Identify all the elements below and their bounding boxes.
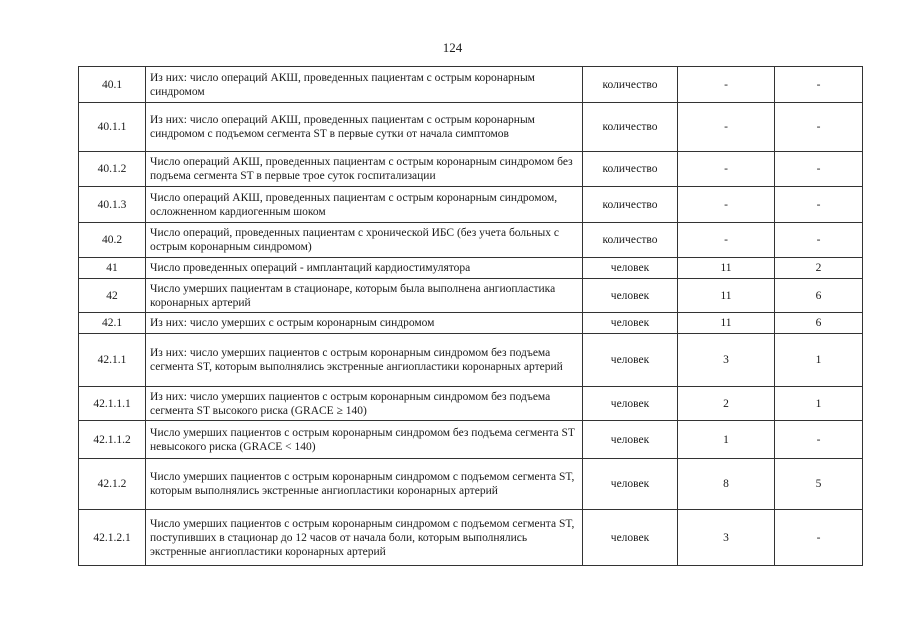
row-unit: человек (583, 334, 678, 387)
row-description: Число умерших пациентов с острым коронарным синдромом без подъема сегмента ST невысокого риска (GRACE < 140) (146, 421, 583, 459)
row-code: 42 (79, 279, 146, 313)
row-code: 42.1.1.2 (79, 421, 146, 459)
row-value-2: 1 (775, 387, 863, 421)
row-unit: человек (583, 459, 678, 510)
row-code: 42.1.2.1 (79, 510, 146, 566)
row-value-1: - (678, 103, 775, 152)
row-description: Из них: число умерших с острым коронарным синдромом (146, 313, 583, 334)
table-row (79, 279, 863, 313)
row-value-2: - (775, 510, 863, 566)
table-row (79, 103, 863, 152)
row-unit: количество (583, 152, 678, 187)
table-row (79, 67, 863, 103)
table-row (79, 387, 863, 421)
row-code: 42.1.2 (79, 459, 146, 510)
table-row (79, 459, 863, 510)
row-code: 40.1.2 (79, 152, 146, 187)
table-row (79, 510, 863, 566)
row-value-2: 6 (775, 279, 863, 313)
row-description: Число умерших пациентов с острым коронарным синдромом с подъемом сегмента ST, которым выполнялись экстренные ангиопластики коронарных артерий (146, 459, 583, 510)
row-value-1: 11 (678, 279, 775, 313)
row-value-1: 1 (678, 421, 775, 459)
row-value-1: 2 (678, 387, 775, 421)
table-row (79, 223, 863, 258)
row-unit: человек (583, 258, 678, 279)
row-value-2: 5 (775, 459, 863, 510)
row-description: Число операций АКШ, проведенных пациентам с острым коронарным синдромом без подъема сегмента ST в первые трое суток госпитализации (146, 152, 583, 187)
row-unit: человек (583, 313, 678, 334)
row-value-1: - (678, 67, 775, 103)
row-value-1: - (678, 152, 775, 187)
row-code: 40.1 (79, 67, 146, 103)
page-number: 124 (442, 40, 463, 55)
row-value-2: 6 (775, 313, 863, 334)
row-value-1: 8 (678, 459, 775, 510)
row-code: 40.1.3 (79, 187, 146, 223)
row-value-2: 2 (775, 258, 863, 279)
row-value-1: 11 (678, 313, 775, 334)
row-unit: количество (583, 223, 678, 258)
row-code: 40.2 (79, 223, 146, 258)
row-value-2: - (775, 152, 863, 187)
row-description: Число умерших пациентам в стационаре, которым была выполнена ангиопластика коронарных артерий (146, 279, 583, 313)
row-description: Число операций АКШ, проведенных пациентам с острым коронарным синдромом, осложненном кардиогенным шоком (146, 187, 583, 223)
row-unit: человек (583, 387, 678, 421)
row-value-2: - (775, 421, 863, 459)
row-code: 40.1.1 (79, 103, 146, 152)
row-value-1: 3 (678, 334, 775, 387)
row-description: Из них: число умерших пациентов с острым коронарным синдромом без подъема сегмента ST высокого риска (GRACE ≥ 140) (146, 387, 583, 421)
row-unit: количество (583, 67, 678, 103)
table-row (79, 421, 863, 459)
row-description: Число операций, проведенных пациентам с хронической ИБС (без учета больных с острым коронарным синдромом) (146, 223, 583, 258)
row-value-1: 3 (678, 510, 775, 566)
table-row (79, 258, 863, 279)
row-description: Число умерших пациентов с острым коронарным синдромом с подъемом сегмента ST, поступивших в стационар до 12 часов от начала боли, которым выполнялись экстренные ангиопластики коронарных артерий (146, 510, 583, 566)
row-description: Из них: число умерших пациентов с острым коронарным синдромом без подъема сегмента ST, которым выполнялись экстренные ангиопластики коронарных артерий (146, 334, 583, 387)
row-code: 42.1.1 (79, 334, 146, 387)
row-value-2: - (775, 67, 863, 103)
row-code: 42.1 (79, 313, 146, 334)
row-value-1: - (678, 223, 775, 258)
table-row (79, 313, 863, 334)
row-code: 41 (79, 258, 146, 279)
row-unit: человек (583, 279, 678, 313)
row-value-2: - (775, 223, 863, 258)
row-value-2: - (775, 187, 863, 223)
table-row (79, 152, 863, 187)
row-description: Из них: число операций АКШ, проведенных пациентам с острым коронарным синдромом с подъемом сегмента ST в первые сутки от начала симптомов (146, 103, 583, 152)
row-description: Из них: число операций АКШ, проведенных пациентам с острым коронарным синдромом (146, 67, 583, 103)
row-value-2: - (775, 103, 863, 152)
row-value-2: 1 (775, 334, 863, 387)
row-unit: количество (583, 103, 678, 152)
row-value-1: - (678, 187, 775, 223)
row-unit: человек (583, 510, 678, 566)
table-row (79, 187, 863, 223)
table-row (79, 334, 863, 387)
row-code: 42.1.1.1 (79, 387, 146, 421)
row-value-1: 11 (678, 258, 775, 279)
statistics-table (78, 66, 863, 566)
row-unit: количество (583, 187, 678, 223)
row-description: Число проведенных операций - имплантаций кардиостимулятора (146, 258, 583, 279)
row-unit: человек (583, 421, 678, 459)
